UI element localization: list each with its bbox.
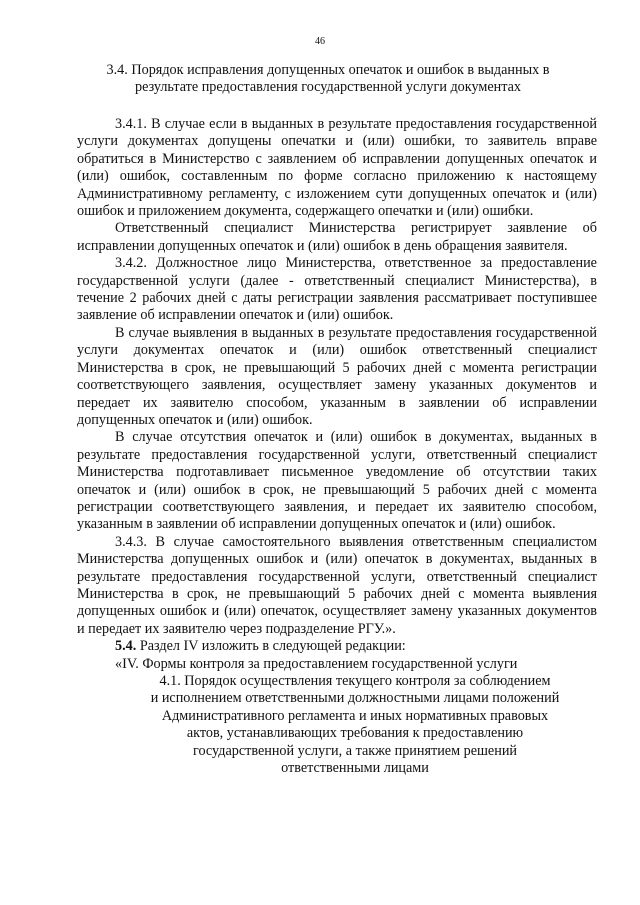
paragraph-3-4-1: 3.4.1. В случае если в выданных в результате предоставления государственной услуги документах допущены опечатки и (или) ошибки, то заявитель вправе обратиться в Министерство с заявлением об исправлении допущенных опечаток и (или) ошибок, составленным по форме согласно приложению к настоящему Административному регламенту, с изложением сути допущенных опечаток и (или) ошибок и приложением документа, содержащего опечатки и (или) ошибки. bbox=[77, 116, 597, 220]
paragraph-5-4 bbox=[77, 638, 597, 655]
item-number-5-4: 5.4. bbox=[115, 638, 137, 655]
page-number: 46 bbox=[315, 36, 325, 47]
subsection-4-1-title bbox=[77, 673, 597, 777]
section-iv-title: «IV. Формы контроля за предоставлением государственной услуги bbox=[115, 655, 518, 672]
subsection-line: актов, устанавливающих требования к предоставлению bbox=[186, 725, 524, 742]
item-text-5-4: Раздел IV изложить в следующей редакции: bbox=[136, 638, 406, 655]
paragraph-3-4-2: 3.4.2. Должностное лицо Министерства, ответственное за предоставление государственной услуги (далее - ответственный специалист Министерства), в течение 2 рабочих дней с даты регистрации заявления рассматривает поступившее заявление об исправлении опечаток и (или) ошибок. bbox=[77, 255, 597, 324]
subsection-line: 4.1. Порядок осуществления текущего контроля за соблюдением bbox=[159, 673, 551, 689]
paragraph-errors-found: В случае выявления в выданных в результате предоставления государственной услуги документах опечаток и (или) ошибок ответственный специалист Министерства в срок, не превышающий 5 рабочих дней с момента регистрации соответствующего заявления, осуществляет замену указанных документов и передает их заявителю способом, указанным в заявлении об исправлении допущенных опечаток и (или) ошибок. bbox=[77, 324, 597, 428]
document-body bbox=[77, 116, 597, 777]
subsection-line: Административного регламента и иных нормативных правовых bbox=[161, 707, 549, 724]
subsection-line: и исполнением ответственными должностными лицами положений bbox=[150, 690, 560, 707]
paragraph-no-errors: В случае отсутствия опечаток и (или) ошибок в документах, выданных в результате предоставления государственной услуги, ответственный специалист Министерства подготавливает письменное уведомление об отсутствии таких опечаток и (или) ошибок в срок, не превышающий 5 рабочих дней с момента регистрации соответствующего заявления, и передает их заявителю способом, указанным в заявлении об исправлении допущенных опечаток и (или) ошибок. bbox=[77, 429, 597, 533]
section-heading-3-4: 3.4. Порядок исправления допущенных опечаток и ошибок в выданных в результате предоставления государственной услуги документах bbox=[106, 62, 550, 95]
subsection-line: государственной услуги, а также принятием решений bbox=[193, 742, 517, 759]
subsection-line: ответственными лицами bbox=[281, 760, 429, 777]
paragraph-registration: Ответственный специалист Министерства регистрирует заявление об исправлении допущенных опечаток и (или) ошибок в день обращения заявителя. bbox=[77, 220, 597, 254]
paragraph-3-4-3: 3.4.3. В случае самостоятельного выявления ответственным специалистом Министерства допущенных ошибок и (или) опечаток в документах, выданных в результате предоставления государственной услуги, ответственный специалист Министерства в срок, не превышающий 5 рабочих дней с момента выявления допущенных ошибок и (или) опечаток, осуществляет замену указанных документов и передает их заявителю через подразделение РГУ.». bbox=[77, 533, 597, 637]
